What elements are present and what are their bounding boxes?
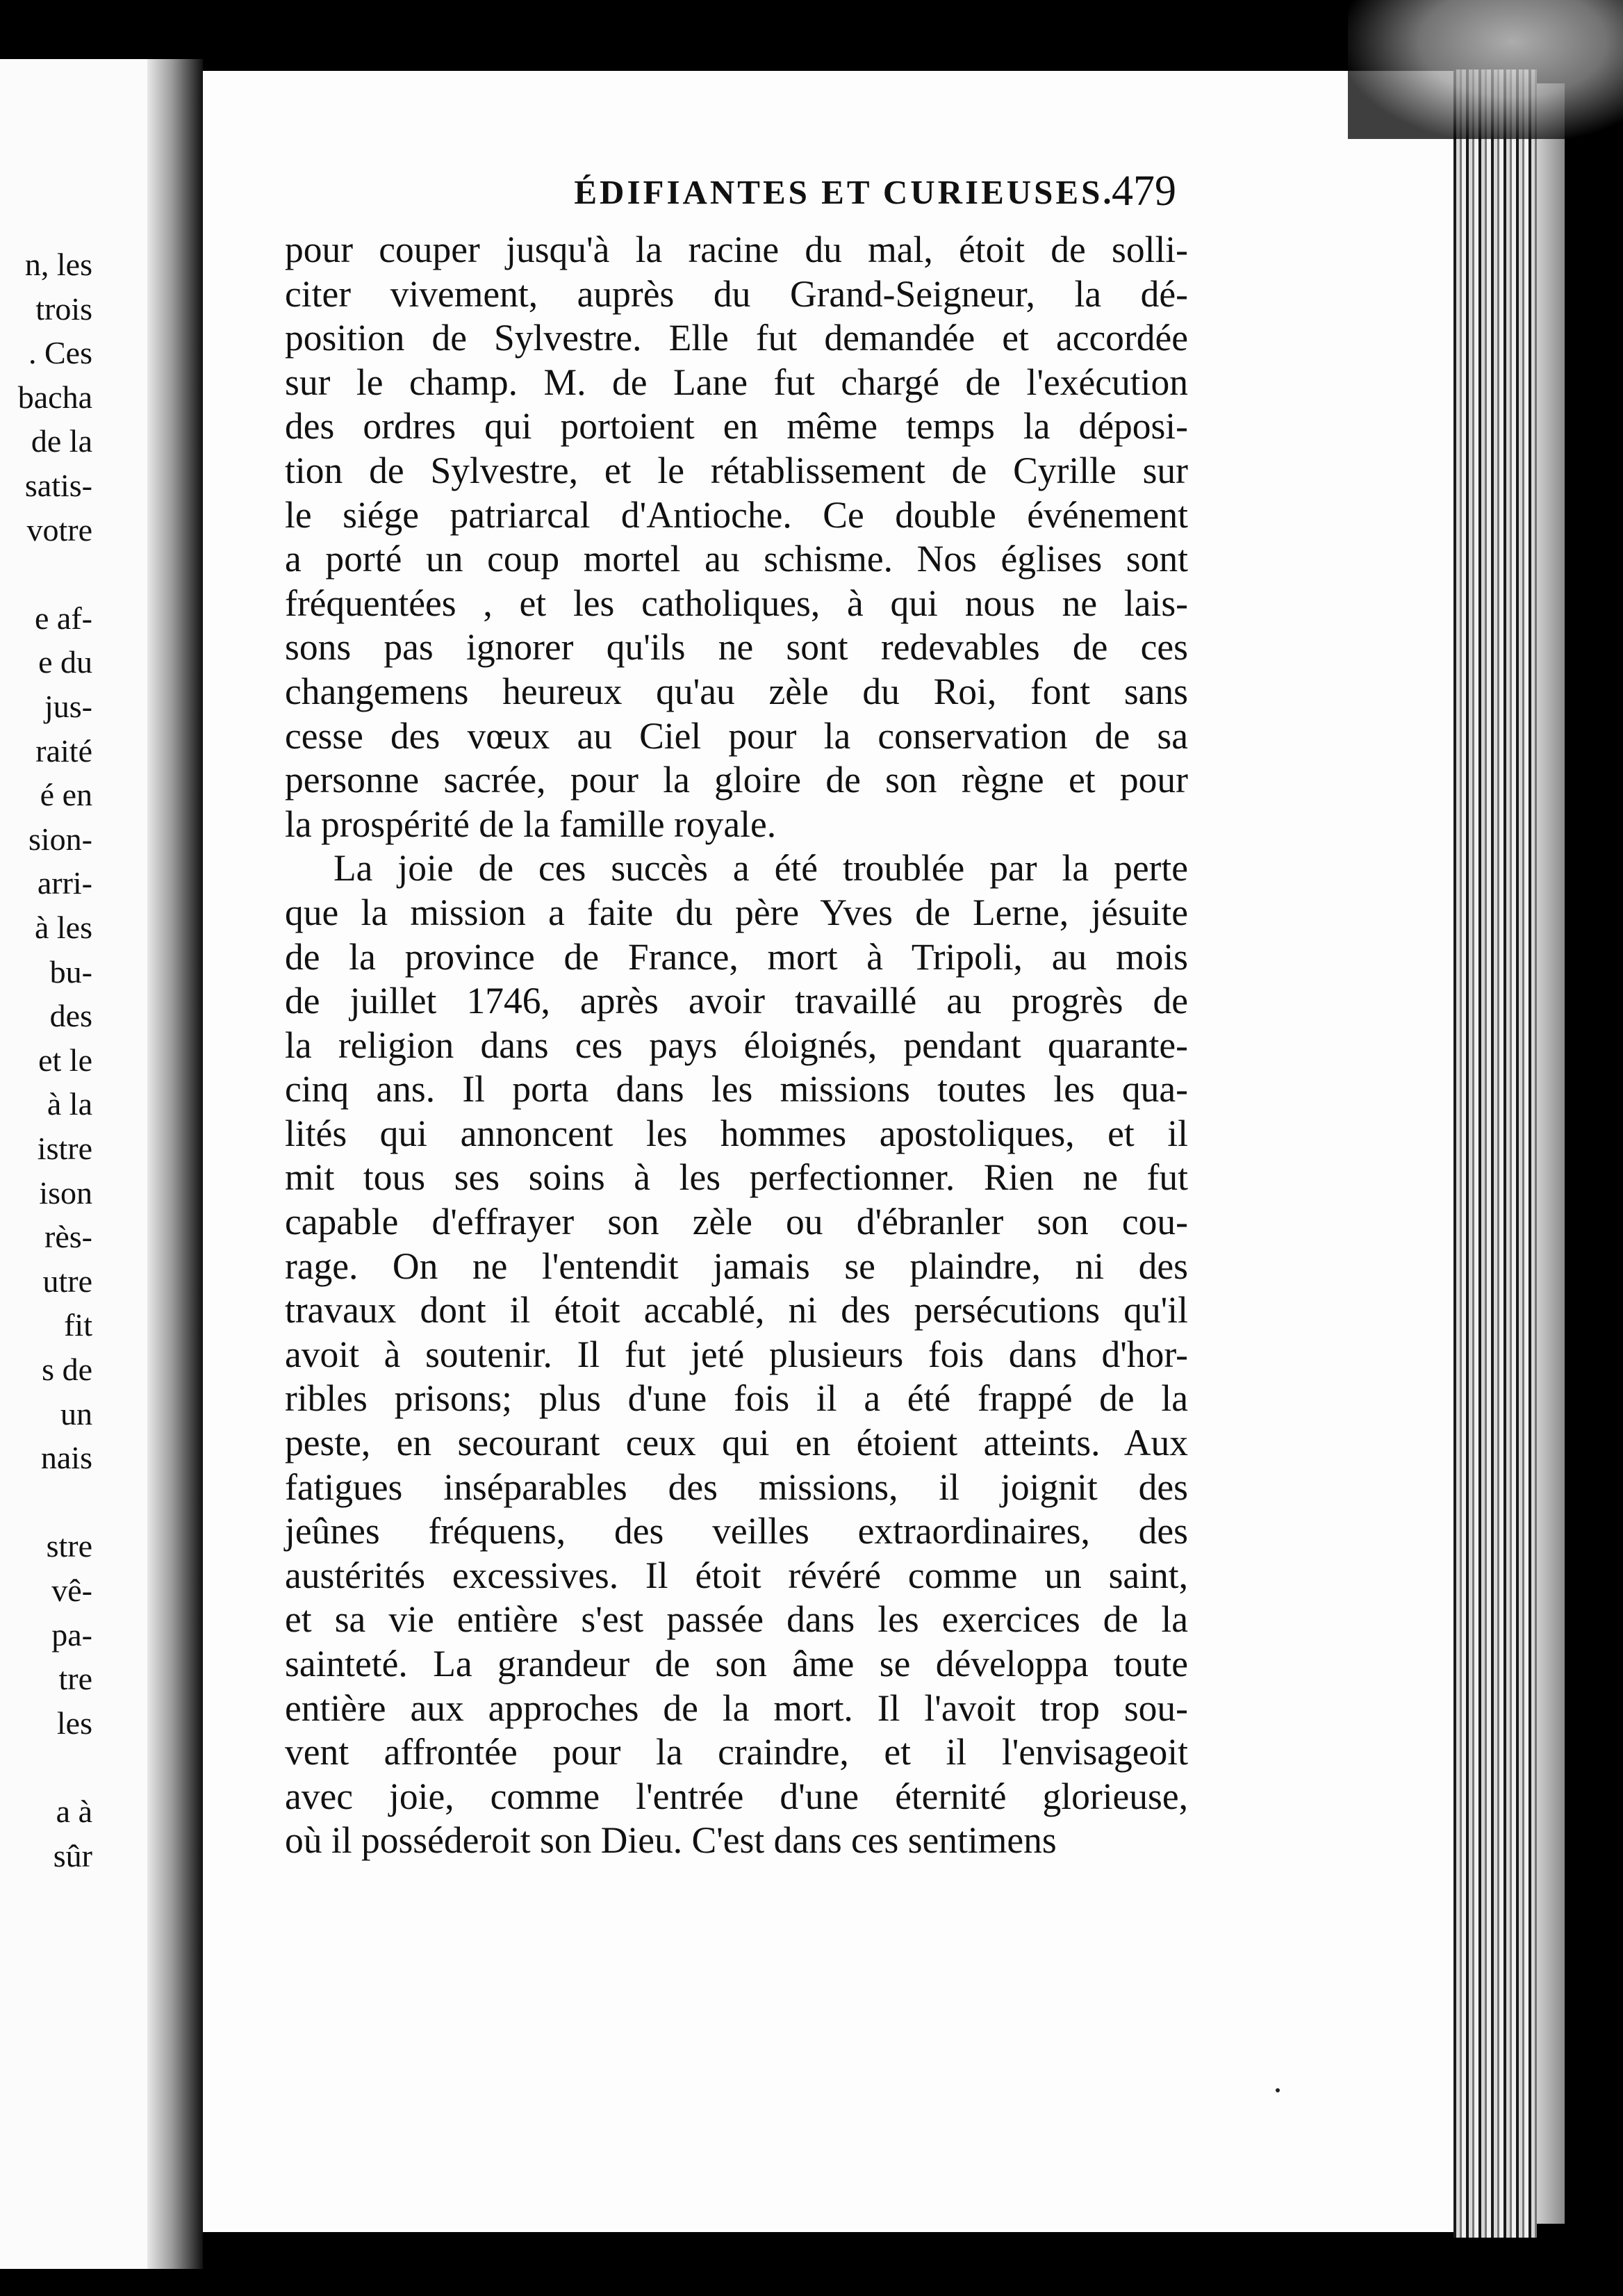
text-line: pour couper jusqu'à la racine du mal, étoit de solli- (285, 229, 1188, 270)
left-page-fragment: votre (26, 511, 92, 548)
text-line: que la mission a faite du père Yves de Lerne, jésuite (285, 891, 1188, 933)
left-page-fragment: de la (31, 423, 92, 459)
left-page-fragment: un (60, 1395, 92, 1432)
page-edges-shadow (1537, 83, 1565, 2224)
text-line: la religion dans ces pays éloignés, pendant quarante- (285, 1024, 1188, 1066)
left-page-fragment: é en (40, 777, 92, 813)
text-line: vent affrontée pour la craindre, et il l'envisageoit (285, 1731, 1188, 1773)
text-line: mit tous ses soins à les perfectionner. Rien ne fut (285, 1156, 1188, 1199)
left-page-fragment: bacha (17, 379, 92, 415)
left-page-fragment: . Ces (28, 335, 92, 371)
left-page-fragment: ison (39, 1174, 92, 1211)
left-page-fragment: les (56, 1705, 92, 1741)
book-gutter (147, 59, 203, 2269)
page-number: 479 (1112, 167, 1176, 215)
left-page-fragment: a à (56, 1794, 92, 1829)
left-page-fragment: raité (35, 732, 92, 769)
left-page-fragment: sûr (53, 1837, 92, 1873)
text-line: fatigues inséparables des missions, il joignit des (285, 1466, 1188, 1508)
left-page-fragment: arri- (37, 865, 92, 901)
facing-page-left (0, 59, 156, 2269)
text-line: a porté un coup mortel au schisme. Nos églises sont (285, 538, 1188, 580)
text-line: ribles prisons; plus d'une fois il a été frappé de la (285, 1377, 1188, 1420)
body-text (285, 228, 1188, 1863)
left-page-fragment: istre (37, 1131, 92, 1166)
text-line: où il posséderoit son Dieu. C'est dans ces sentimens (285, 1819, 1057, 1862)
text-line: de la province de France, mort à Tripoli, au mois (285, 935, 1188, 978)
text-line: personne sacrée, pour la gloire de son règne et pour (285, 759, 1188, 801)
left-page-fragment: tre (58, 1661, 92, 1697)
left-page-fragment: pa- (51, 1616, 92, 1653)
text-line: travaux dont il étoit accablé, ni des persécutions qu'il (285, 1289, 1188, 1331)
text-line: tion de Sylvestre, et le rétablissement de Cyrille sur (285, 449, 1188, 491)
text-line: des ordres qui portoient en même temps la déposi- (285, 405, 1188, 448)
left-page-fragment: s de (42, 1352, 92, 1387)
left-page-fragment: rès- (44, 1219, 92, 1255)
left-page-fragment: fit (64, 1307, 92, 1343)
text-line: le siége patriarcal d'Antioche. Ce double événement (285, 493, 1188, 536)
text-line: de juillet 1746, après avoir travaillé au progrès de (285, 980, 1188, 1022)
left-page-fragment: à la (47, 1086, 92, 1122)
left-page-fragment: vê- (51, 1573, 92, 1608)
text-line: position de Sylvestre. Elle fut demandée et accordée (285, 317, 1188, 359)
left-page-fragment: e af- (35, 600, 92, 636)
text-line: avoit à soutenir. Il fut jeté plusieurs fois dans d'hor- (285, 1333, 1188, 1375)
text-line: lités qui annoncent les hommes apostoliques, et il (285, 1112, 1188, 1154)
text-line: capable d'effrayer son zèle ou d'ébranler son cou- (285, 1201, 1188, 1243)
text-line: changemens heureux qu'au zèle du Roi, font sans (285, 670, 1188, 712)
text-line: sons pas ignorer qu'ils ne sont redevables de ces (285, 626, 1188, 669)
text-line: citer vivement, auprès du Grand-Seigneur, la dé- (285, 272, 1188, 315)
left-page-fragment: n, les (24, 247, 92, 282)
page-edges (1453, 69, 1537, 2238)
text-line: jeûnes fréquens, des veilles extraordinaires, des (285, 1510, 1188, 1552)
text-line: peste, en secourant ceux qui en étoient atteints. Aux (285, 1422, 1188, 1464)
text-line: la prospérité de la famille royale. (285, 803, 777, 845)
scan-corner-shadow (1348, 0, 1623, 139)
left-page-fragment: des (49, 998, 92, 1034)
left-page-fragment: jus- (44, 689, 92, 724)
text-line: austérités excessives. Il étoit révéré comme un saint, (285, 1554, 1188, 1596)
left-page-fragment: stre (46, 1528, 92, 1564)
text-line: sur le champ. M. de Lane fut chargé de l'exécution (285, 361, 1188, 403)
text-line: entière aux approches de la mort. Il l'avoit trop sou- (285, 1687, 1188, 1729)
left-page-fragment: utre (42, 1263, 92, 1299)
text-line: La joie de ces succès a été troublée par la perte (333, 847, 1188, 889)
left-page-fragment: trois (35, 290, 92, 327)
text-line: fréquentées , et les catholiques, à qui nous ne lais- (285, 582, 1188, 624)
left-page-fragment: nais (40, 1440, 92, 1476)
text-line: avec joie, comme l'entrée d'une éternité glorieuse, (285, 1775, 1188, 1817)
left-page-fragment: à les (34, 910, 92, 945)
left-page-fragment: et le (38, 1042, 92, 1078)
text-line: cesse des vœux au Ciel pour la conservation de sa (285, 714, 1188, 757)
text-line: cinq ans. Il porta dans les missions toutes les qua- (285, 1068, 1188, 1110)
left-page-fragment: sion- (28, 821, 92, 857)
left-page-fragment: satis- (24, 468, 92, 503)
text-line: sainteté. La grandeur de son âme se développa toute (285, 1643, 1188, 1684)
text-line: et sa vie entière s'est passée dans les exercices de la (285, 1598, 1188, 1641)
scan-speck (1276, 2088, 1280, 2092)
left-page-fragment: bu- (49, 953, 92, 990)
left-page-fragment: e du (38, 644, 92, 680)
running-head: ÉDIFIANTES ET CURIEUSES. (574, 173, 1114, 211)
text-line: rage. On ne l'entendit jamais se plaindre, ni des (285, 1245, 1188, 1287)
